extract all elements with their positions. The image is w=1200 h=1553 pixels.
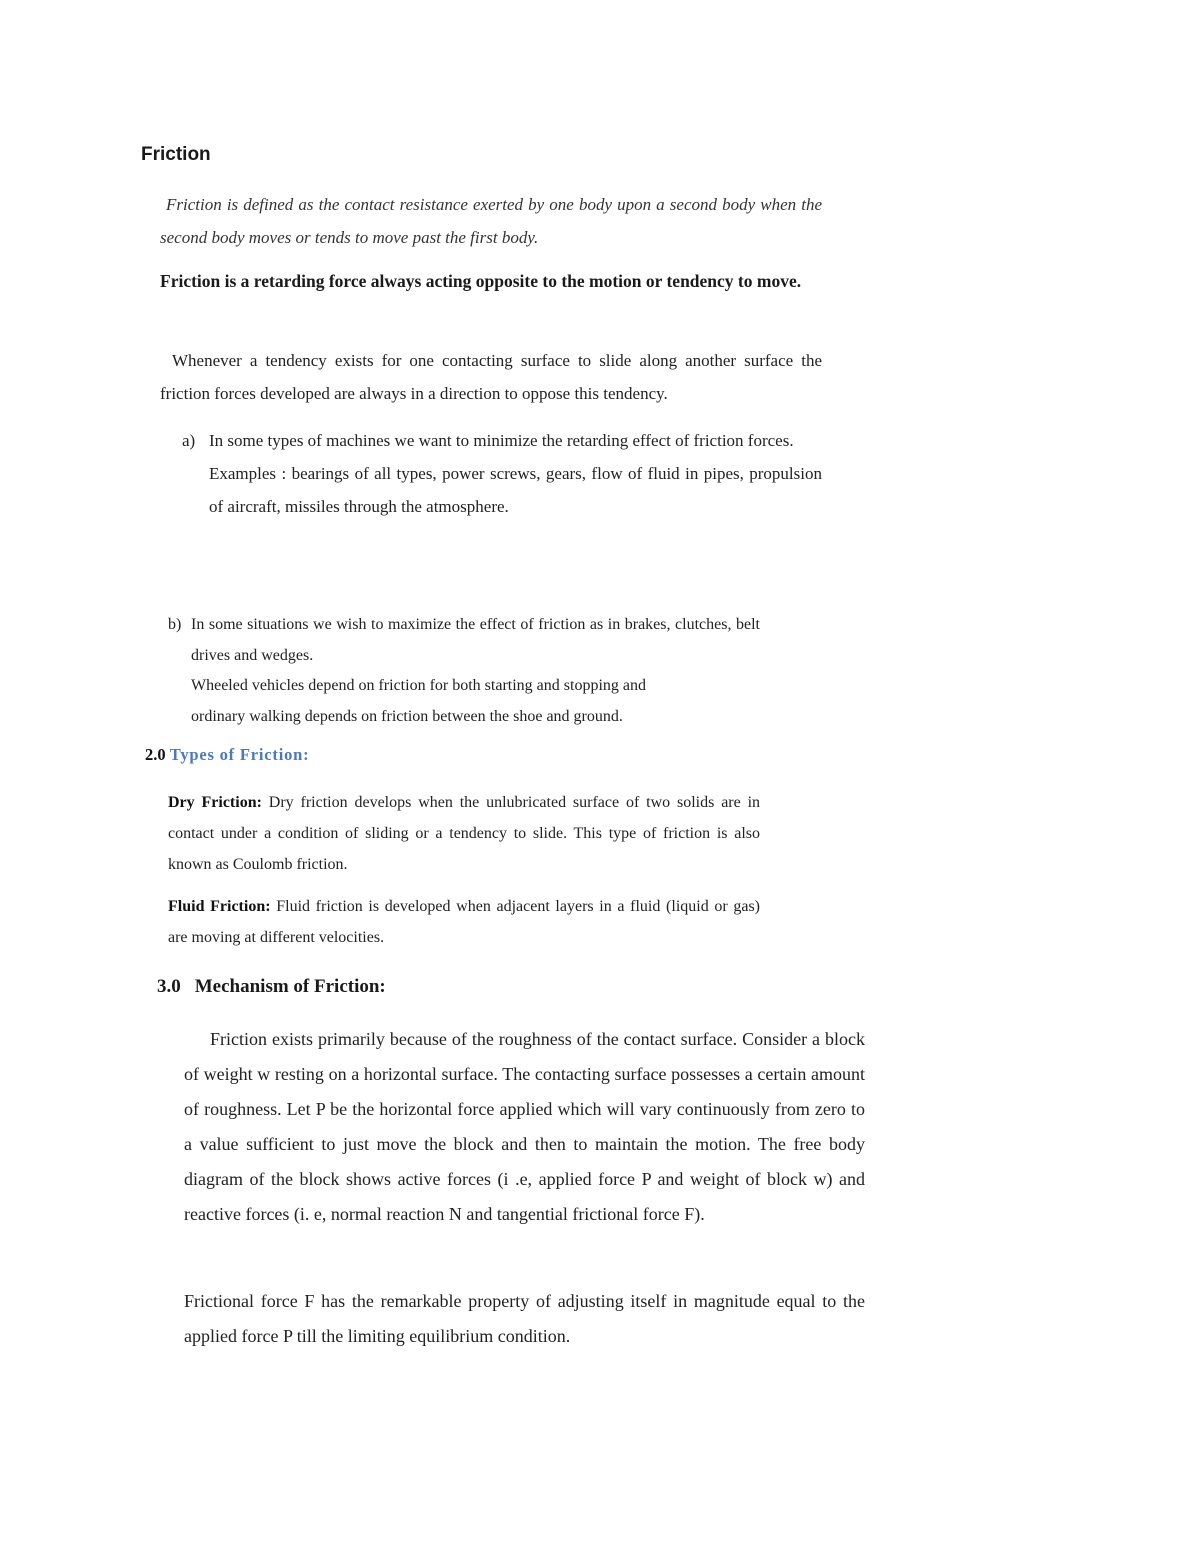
list-item-examples: Wheeled vehicles depend on friction for both starting and stopping and ordinary walking depends on friction between the shoe and ground. [191,677,646,725]
list-item-examples: Examples : bearings of all types, power screws, gears, flow of fluid in pipes, propulsion of aircraft, missiles through the atmosphere. [209,464,822,516]
friction-definition-text: Friction is defined as the contact resistance exerted by one body upon a second body when the second body moves or tends to move past the first body. [160,195,822,247]
fluid-friction-paragraph [168,891,760,953]
list-item-text: In some types of machines we want to minimize the retarding effect of friction forces. [209,431,794,450]
list-marker: a) [182,431,196,450]
mechanism-paragraph-2: Frictional force F has the remarkable property of adjusting itself in magnitude equal to the applied force P till the limiting equilibrium condition. [184,1291,865,1346]
section-heading-mechanism [157,976,386,998]
fluid-friction-text: Fluid friction is developed when adjacent layers in a fluid (liquid or gas) are moving at different velocities. [168,898,761,946]
list-item-b [168,610,760,732]
section-title: Mechanism of Friction: [194,976,386,997]
dry-friction-paragraph [168,787,760,880]
page-title: Friction [141,144,211,165]
tendency-paragraph-text: Whenever a tendency exists for one contacting surface to slide along another surface the friction forces developed are always in a direction to oppose this tendency. [160,351,822,403]
friction-definition [160,188,822,254]
list-marker: b) [168,616,182,633]
tendency-paragraph [160,344,822,410]
dry-friction-term: Dry Friction: [168,794,262,811]
section-number: 3.0 [157,976,181,997]
list-item-text: In some situations we wish to maximize the effect of friction as in brakes, clutches, belt drives and wedges. [191,616,760,664]
section-number: 2.0 [145,745,166,764]
retarding-statement: Friction is a retarding force always acting opposite to the motion or tendency to move. [160,271,802,291]
mechanism-paragraph-1 [184,1022,865,1232]
section-title: Types of Friction: [169,745,310,764]
mechanism-paragraph-1-text: Friction exists primarily because of the roughness of the contact surface. Consider a block of weight w resting on a horizontal surface. The contacting surface possesses a certain amount of roughness. Let P be the horizontal force applied which will vary continuously from zero to a value sufficient to just move the block and then to maintain the motion. The free body diagram of the block shows active forces (i .e, applied force P and weight of block w) and reactive forces (i. e, normal reaction N and tangential frictional force F). [184,1029,865,1224]
fluid-friction-term: Fluid Friction: [168,898,271,915]
section-heading-types [145,745,309,765]
list-item-a [182,424,822,523]
dry-friction-text: Dry friction develops when the unlubricated surface of two solids are in contact under a condition of sliding or a tendency to slide. This type of friction is also known as Coulomb friction. [168,794,761,873]
